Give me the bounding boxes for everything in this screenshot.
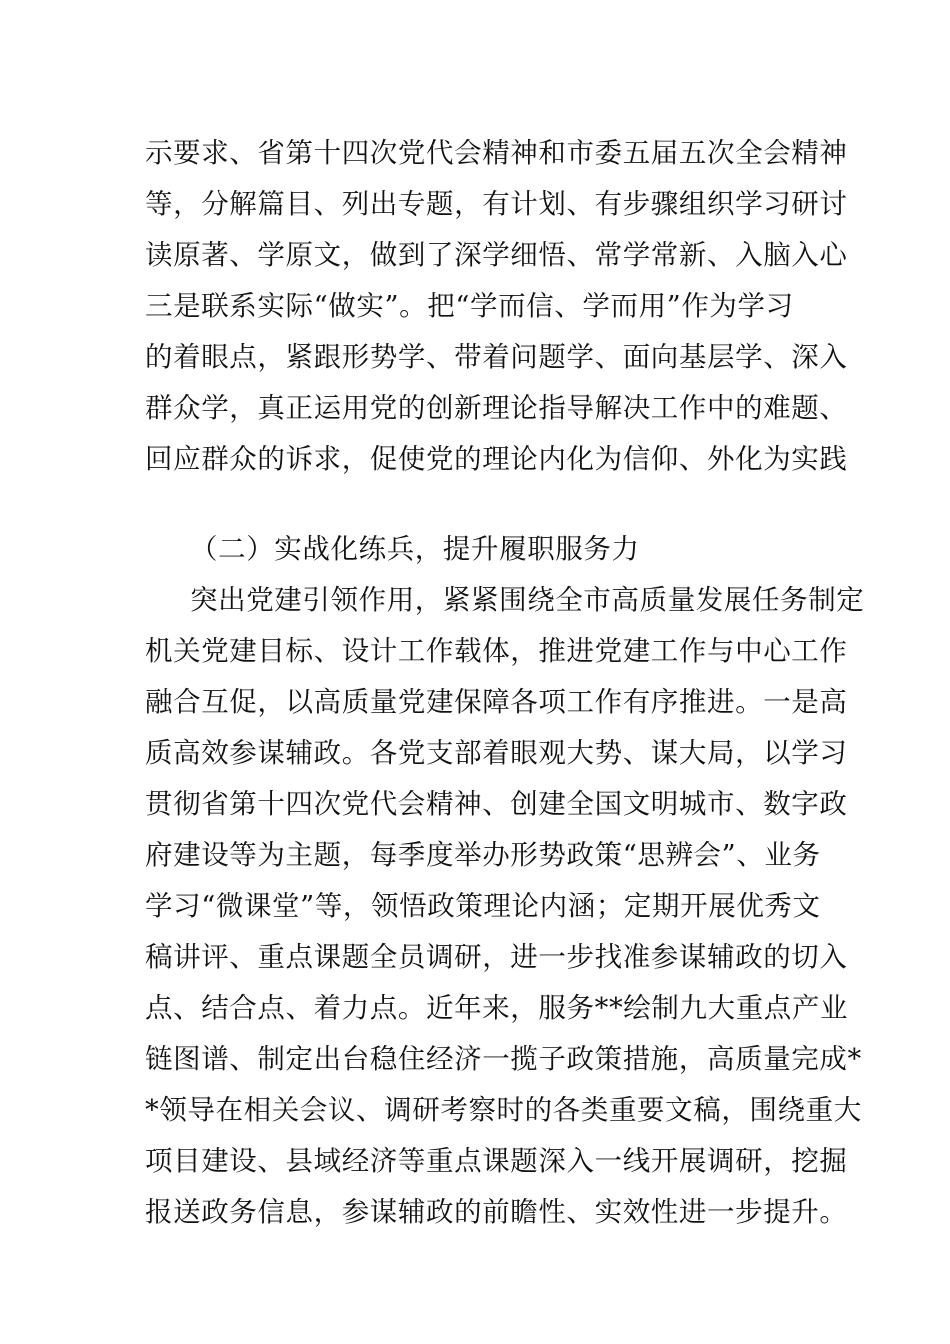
paragraph-line: 府建设等为主题，每季度举办形势政策“思辨会”、业务	[145, 839, 821, 871]
paragraph-line: 群众学，真正运用党的创新理论指导解决工作中的难题、	[145, 392, 848, 424]
paragraph-line: *领导在相关会议、调研考察时的各类重要文稿，围绕重大	[145, 1094, 862, 1126]
paragraph-line: 等，分解篇目、列出专题，有计划、有步骤组织学习研讨	[145, 188, 848, 220]
paragraph-line: 回应群众的诉求，促使党的理论内化为信仰、外化为实践	[145, 443, 848, 475]
paragraph-line: 报送政务信息，参谋辅政的前瞻性、实效性进一步提升。	[145, 1196, 848, 1228]
section-heading: （二）实战化练兵，提升履职服务力	[190, 533, 640, 565]
paragraph-line: 机关党建目标、设计工作载体，推进党建工作与中心工作	[145, 635, 848, 667]
paragraph-line: 示要求、省第十四次党代会精神和市委五届五次全会精神	[145, 137, 848, 169]
paragraph-line: 链图谱、制定出台稳住经济一揽子政策措施，高质量完成*	[145, 1043, 862, 1075]
paragraph-line: 突出党建引领作用，紧紧围绕全市高质量发展任务制定	[190, 584, 865, 616]
paragraph-line: 三是联系实际“做实”。把“学而信、学而用”作为学习	[145, 290, 794, 322]
paragraph-line: 点、结合点、着力点。近年来，服务**绘制九大重点产业	[145, 992, 849, 1024]
paragraph-line: 融合互促，以高质量党建保障各项工作有序推进。一是高	[145, 686, 848, 718]
paragraph-line: 的着眼点，紧跟形势学、带着问题学、面向基层学、深入	[145, 341, 848, 373]
paragraph-line: 质高效参谋辅政。各党支部着眼观大势、谋大局，以学习	[145, 737, 848, 769]
paragraph-line: 项目建设、县域经济等重点课题深入一线开展调研，挖掘	[145, 1145, 848, 1177]
paragraph-line: 读原著、学原文，做到了深学细悟、常学常新、入脑入心	[145, 239, 848, 271]
paragraph-line: 贯彻省第十四次党代会精神、创建全国文明城市、数字政	[145, 788, 848, 820]
paragraph-line: 学习“微课堂”等，领悟政策理论内涵；定期开展优秀文	[145, 890, 821, 922]
paragraph-line: 稿讲评、重点课题全员调研，进一步找准参谋辅政的切入	[145, 941, 848, 973]
